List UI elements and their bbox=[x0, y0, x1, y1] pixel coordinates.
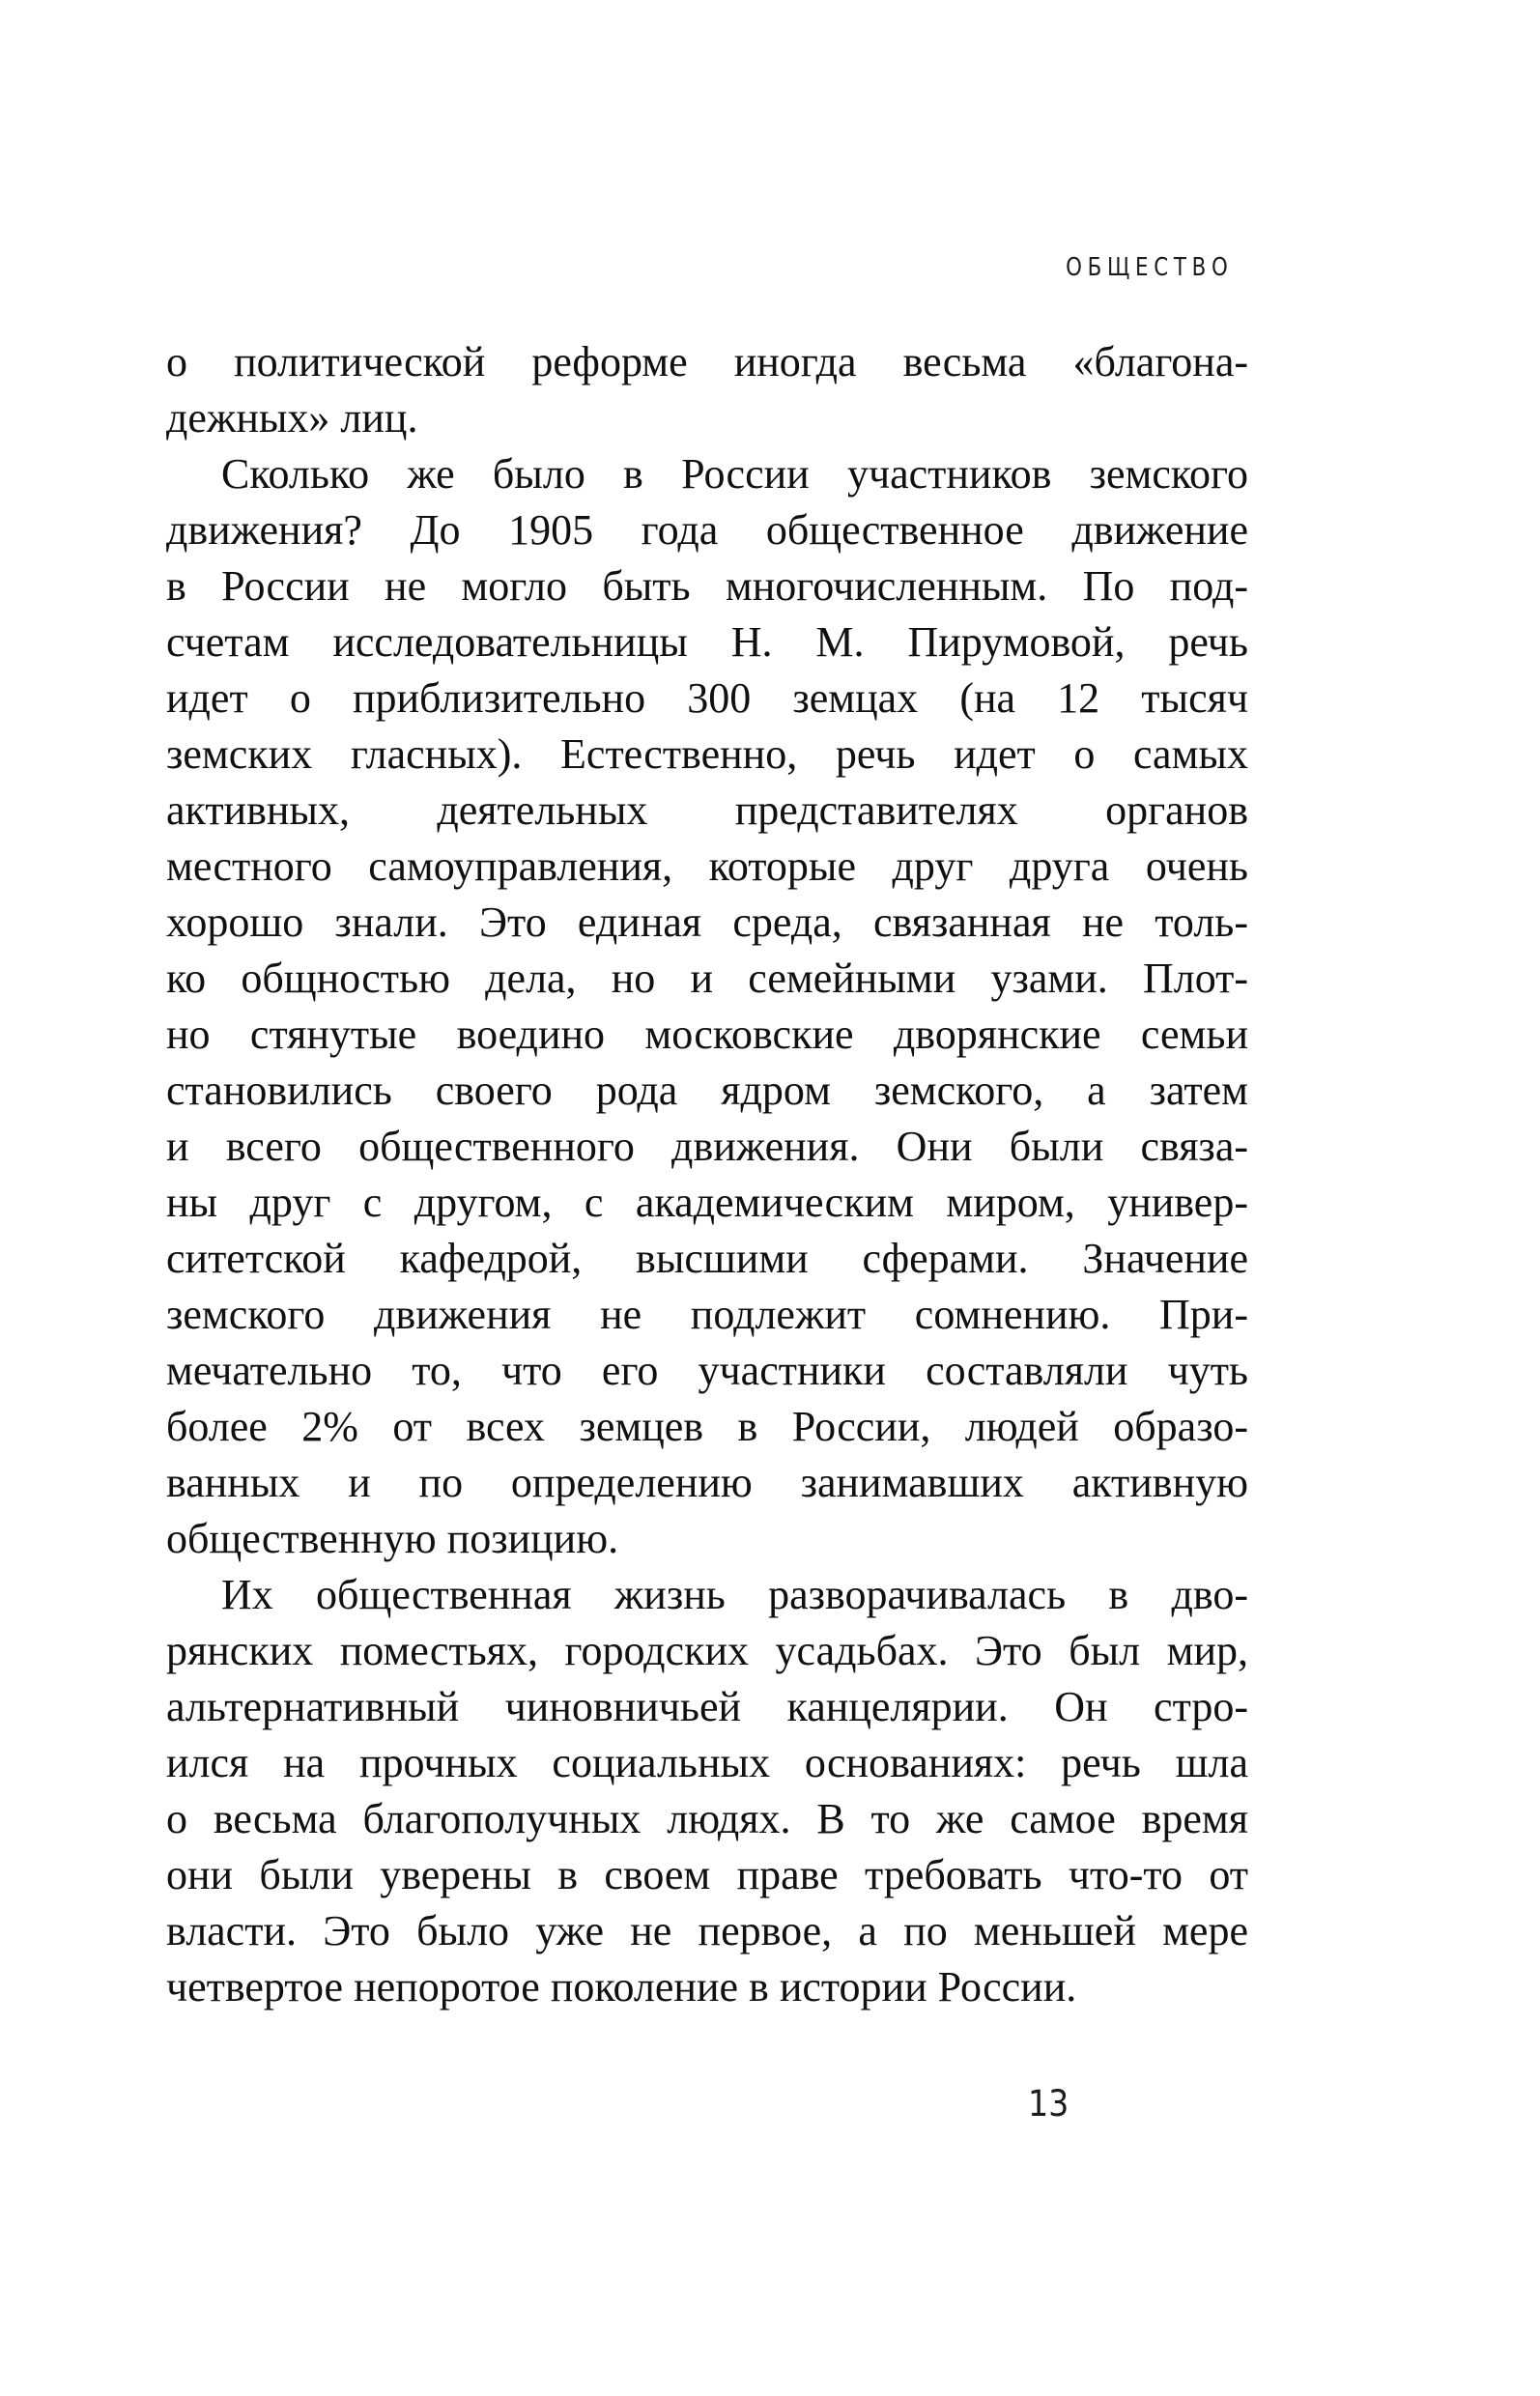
text-line: хорошо знали. Это единая среда, связанная не толь- bbox=[166, 898, 1248, 946]
text-line: местного самоуправления, которые друг друга очень bbox=[166, 842, 1248, 890]
text-line: становились своего рода ядром земского, а затем bbox=[166, 1067, 1248, 1114]
page-body bbox=[166, 334, 1248, 2015]
text-line: движения? До 1905 года общественное движение bbox=[166, 506, 1248, 554]
text-line: ванных и по определению занимавших активную bbox=[166, 1459, 1248, 1506]
text-line: идет о приблизительно 300 земцах (на 12 тысяч bbox=[166, 674, 1248, 722]
text-line: альтернативный чиновничьей канцелярии. Он стро- bbox=[166, 1683, 1248, 1730]
text-line: о весьма благополучных людях. В то же самое время bbox=[166, 1795, 1248, 1842]
text-line: о политической реформе иногда весьма «благона- bbox=[166, 338, 1248, 385]
text-line: Их общественная жизнь разворачивалась в дво- bbox=[221, 1571, 1248, 1618]
text-line: в России не могло быть многочисленным. По под- bbox=[166, 562, 1248, 610]
text-line: рянских поместьях, городских усадьбах. Это был мир, bbox=[166, 1627, 1248, 1674]
text-line: ко общностью дела, но и семейными узами. Плот- bbox=[166, 955, 1248, 1002]
text-line: более 2% от всех земцев в России, людей образо- bbox=[166, 1403, 1248, 1450]
text-line: ны друг с другом, с академическим миром, универ- bbox=[166, 1179, 1248, 1226]
text-line: общественную позицию. bbox=[166, 1515, 619, 1562]
running-header: ОБЩЕСТВО bbox=[1066, 253, 1234, 282]
text-line: Сколько же было в России участников земского bbox=[221, 450, 1248, 498]
text-line: дежных» лиц. bbox=[166, 394, 418, 442]
text-line: они были уверены в своем праве требовать что-то от bbox=[166, 1851, 1248, 1898]
text-line: и всего общественного движения. Они были связа- bbox=[166, 1123, 1248, 1170]
text-line: ился на прочных социальных основаниях: речь шла bbox=[166, 1739, 1248, 1786]
text-line: земских гласных). Естественно, речь идет о самых bbox=[166, 730, 1248, 778]
text-line: ситетской кафедрой, высшими сферами. Значение bbox=[166, 1235, 1248, 1282]
text-line: но стянутые воедино московские дворянские семьи bbox=[166, 1011, 1248, 1058]
text-line: активных, деятельных представителях органов bbox=[166, 786, 1248, 834]
page-number: 13 bbox=[1028, 2083, 1069, 2125]
text-line: мечательно то, что его участники составляли чуть bbox=[166, 1347, 1248, 1394]
text-line: земского движения не подлежит сомнению. При- bbox=[166, 1291, 1248, 1338]
text-line: власти. Это было уже не первое, а по меньшей мере bbox=[166, 1907, 1248, 1954]
text-line: счетам исследовательницы Н. М. Пирумовой, речь bbox=[166, 618, 1248, 666]
text-line: четвертое непоротое поколение в истории России. bbox=[166, 1963, 1077, 2011]
